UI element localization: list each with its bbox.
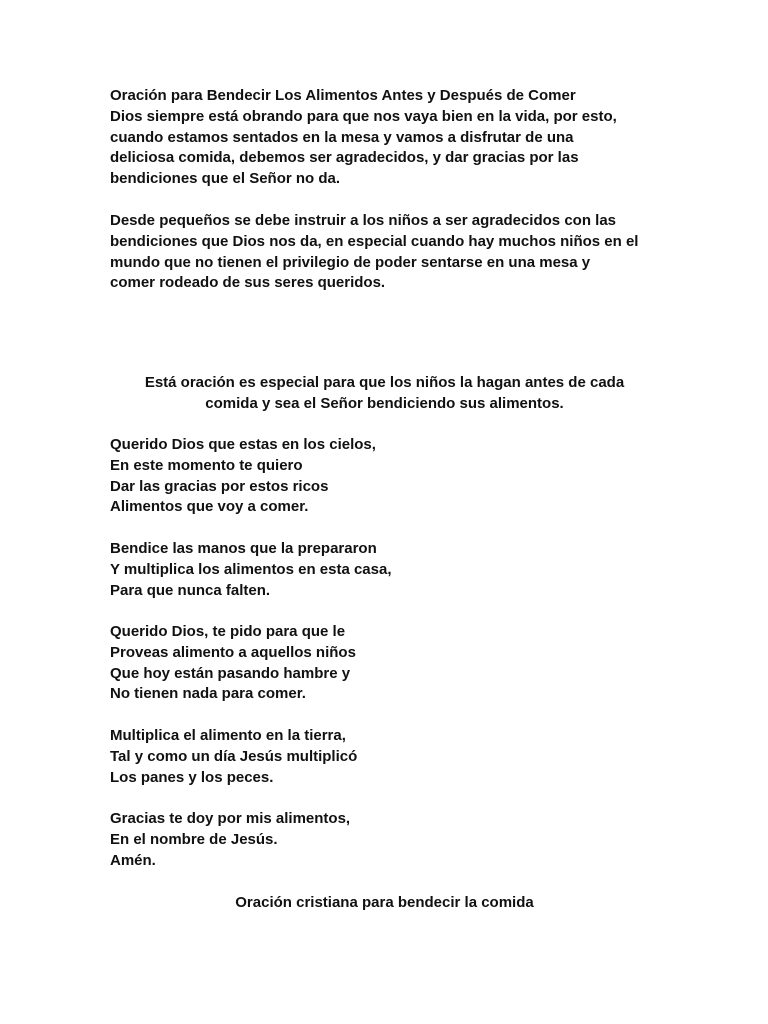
stanza-line: Y multiplica los alimentos en esta casa, bbox=[110, 560, 392, 578]
stanza-line: Querido Dios que estas en los cielos, bbox=[110, 436, 376, 453]
paragraph-line: comer rodeado de sus seres queridos. bbox=[110, 274, 386, 292]
stanza-line: No tienen nada para comer. bbox=[110, 685, 306, 703]
stanza-line: Amén. bbox=[110, 851, 156, 869]
footer-title: Oración cristiana para bendecir la comida bbox=[235, 894, 534, 911]
prayer-stanza-1 bbox=[110, 435, 670, 518]
stanza-line: Gracias te doy por mis alimentos, bbox=[110, 810, 351, 827]
stanza-line: Tal y como un día Jesús multiplicó bbox=[110, 747, 358, 765]
stanza-line: Querido Dios, te pido para que le bbox=[110, 623, 346, 640]
prayer-stanza-3 bbox=[110, 622, 670, 705]
stanza-line: Bendice las manos que la prepararon bbox=[110, 540, 377, 557]
second-paragraph bbox=[110, 211, 670, 294]
document-title: Oración para Bendecir Los Alimentos Antes y Después de Comer bbox=[110, 87, 576, 104]
stanza-line: En el nombre de Jesús. bbox=[110, 830, 278, 848]
intro-line: cuando estamos sentados en la mesa y vamos a disfrutar de una bbox=[110, 128, 574, 146]
prayer-intro bbox=[110, 373, 659, 415]
stanza-line: En este momento te quiero bbox=[110, 456, 303, 474]
stanza-line: Para que nunca falten. bbox=[110, 581, 271, 599]
paragraph-line: mundo que no tienen el privilegio de poder sentarse en una mesa y bbox=[110, 253, 591, 271]
stanza-line: Dar las gracias por estos ricos bbox=[110, 477, 329, 495]
stanza-line: Que hoy están pasando hambre y bbox=[110, 664, 351, 682]
intro-line: deliciosa comida, debemos ser agradecidos, y dar gracias por las bbox=[110, 149, 579, 167]
stanza-line: Alimentos que voy a comer. bbox=[110, 498, 309, 516]
stanza-line: Multiplica el alimento en la tierra, bbox=[110, 727, 346, 744]
stanza-line: Proveas alimento a aquellos niños bbox=[110, 643, 356, 661]
prayer-stanza-4 bbox=[110, 726, 670, 788]
paragraph-line: bendiciones que Dios nos da, en especial cuando hay muchos niños en el bbox=[110, 232, 639, 250]
intro-paragraph bbox=[110, 86, 670, 190]
stanza-line: Los panes y los peces. bbox=[110, 768, 274, 786]
prayer-stanza-2 bbox=[110, 539, 670, 601]
intro-line: Dios siempre está obrando para que nos vaya bien en la vida, por esto, bbox=[110, 107, 617, 125]
footer-heading bbox=[110, 893, 659, 914]
prayer-intro-line: comida y sea el Señor bendiciendo sus alimentos. bbox=[205, 394, 564, 412]
paragraph-line: Desde pequeños se debe instruir a los niños a ser agradecidos con las bbox=[110, 212, 617, 229]
intro-line: bendiciones que el Señor no da. bbox=[110, 170, 341, 188]
prayer-intro-line: Está oración es especial para que los niños la hagan antes de cada bbox=[144, 374, 625, 391]
prayer-stanza-5 bbox=[110, 809, 670, 871]
